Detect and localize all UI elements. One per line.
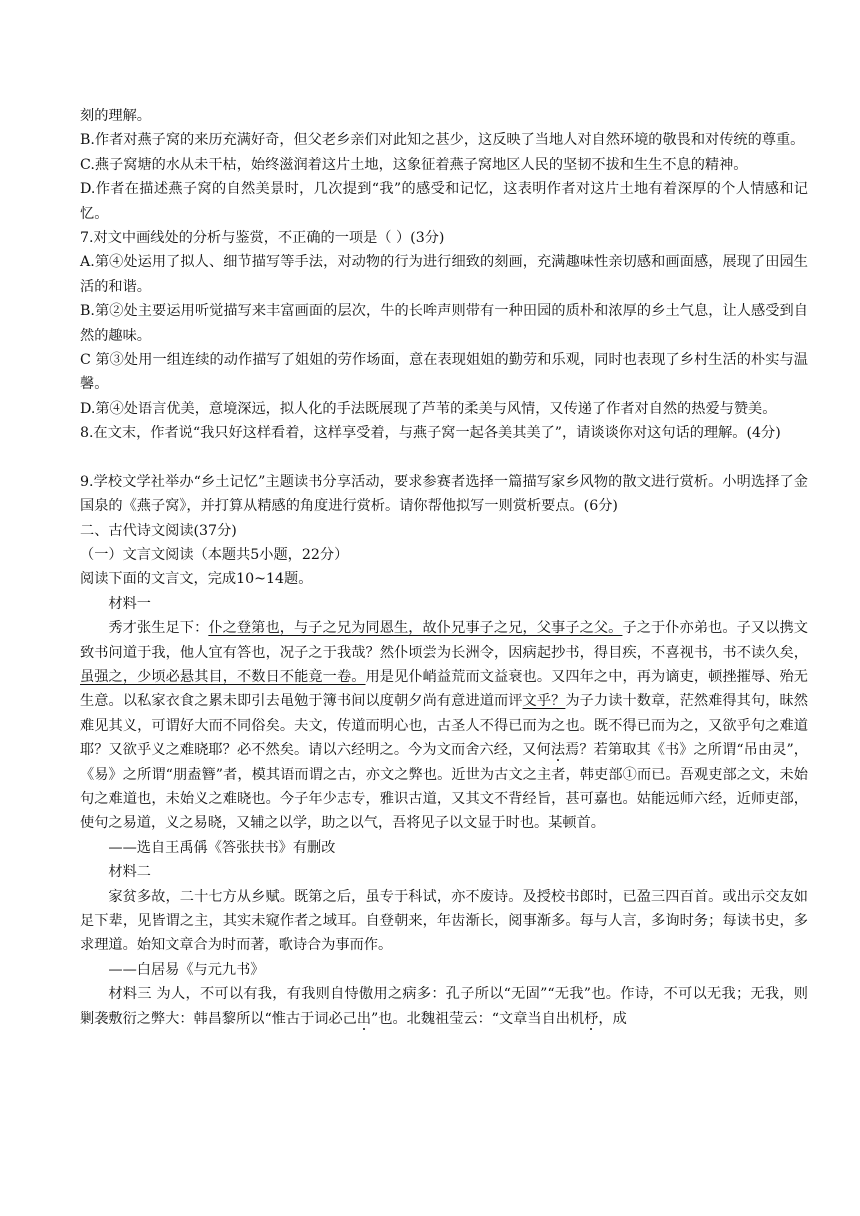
m3-text-c: ，成 xyxy=(598,1010,627,1027)
dotted-character-chu: 出 xyxy=(356,1010,372,1027)
q6-option-c: C.燕子窝塘的水从未干枯，始终滋润着这片土地，这象征着燕子窝地区人民的坚韧不拔和生生不息的精神。 xyxy=(80,156,748,173)
m1-text-c: 用是见仆峭益荒而文益衰也。又四年之中，再为谪吏，顿挫摧辱、殆无生意。以私家衣食之累未即引去黾勉于簿书间以度朝夕尚有意进道而评 xyxy=(80,668,808,710)
underlined-sentence-3-tail: 文乎？ xyxy=(522,693,566,710)
m3-text-b: ”也。北魏祖莹云：“文章当自出机 xyxy=(371,1010,585,1027)
material-three-text xyxy=(80,982,808,1031)
underlined-sentence-2: 虽强之，少顷必悬其目，不数日不能竟一卷。 xyxy=(80,668,366,685)
q6-option-d: D.作者在描述燕子窝的自然美景时，几次提到“我”的感受和记忆，这表明作者对这片土地有着深厚的个人情感和记忆。 xyxy=(80,181,808,222)
m1-text-b: 子之于仆亦弟也。子又以携文致书问道于我，他人宜有答也，况子之于我哉？然仆顷尝为长洲令，因病起抄书，得目疾，不喜视书，书不读久矣， xyxy=(80,620,808,661)
m1-text-d: 为子力读十数章，茫然难得其句，昧然难见其义，可谓好大而不同俗矣。夫文，传道而明心也，古圣人不得已而为之也。既不得已而为之，又欲乎句之难道耶？又欲乎义之难晓耶？必不然矣。请以六经明之。今为文而舍六经，又何 xyxy=(80,693,808,759)
m1-text-e: 焉？若第取其《书》之所谓“吊由灵”，《易》之所谓“朋盍簪”者，模其语而谓之古，亦文之弊也。近世为古文之主者，韩吏部①而已。吾观吏部之文，未始句之难道也，未始义之难晓也。今子年少志专，雅识古道，又其文不背经旨，甚可嘉也。姑能远师六经，近师吏部，使句之易道，义之易晓，又辅之以学，助之以气，吾将见子以文显于时也。某顿首。 xyxy=(80,742,808,832)
q7-option-b: B.第②处主要运用听觉描写来丰富画面的层次，牛的长哞声则带有一种田园的质朴和浓厚的乡土气息，让人感受到自然的趣味。 xyxy=(80,303,808,344)
q7-option-c: C 第③处用一组连续的动作描写了姐姐的劳作场面，意在表现姐姐的勤劳和乐观，同时也表现了乡村生活的朴实与温馨。 xyxy=(80,352,808,393)
q7-option-a: A.第④处运用了拟人、细节描写等手法，对动物的行为进行细致的刻画，充满趣味性亲切感和画面感，展现了田园生活的和谐。 xyxy=(80,254,808,295)
section-heading: 二、古代诗文阅读(37分) xyxy=(80,522,237,539)
m1-text-a: 秀才张生足下： xyxy=(108,620,209,637)
material-one-source: ——选自王禹偁《答张扶书》有删改 xyxy=(108,839,336,856)
answer-space xyxy=(80,446,808,470)
q6-option-b: B.作者对燕子窝的来历充满好奇，但父老乡亲们对此知之甚少，这反映了当地人对自然环境的敬畏和对传统的尊重。 xyxy=(80,132,805,149)
material-two-source: ——白居易《与元九书》 xyxy=(108,961,265,978)
material-one-title: 材料一 xyxy=(108,595,151,612)
underlined-sentence-1: 仆之登第也，与子之兄为同恩生，故仆兄事子之兄，父事子之父。 xyxy=(208,620,623,637)
material-two-title: 材料二 xyxy=(108,864,151,881)
m3-text-a: 材料三 为人，不可以有我，有我则自恃傲用之病多：孔子所以“无固”“无我”也。作诗，不可以无我；无我，则剿袭敷衍之弊大：韩昌黎所以“惟古于词必己 xyxy=(80,986,808,1027)
q9-question: 9.学校文学社举办“乡土记忆”主题读书分享活动，要求参赛者选择一篇描写家乡风物的散文进行赏析。小明选择了金国泉的《燕子窝》，并打算从精感的角度进行赏析。请你帮他拟写一则赏析要点。(6分) xyxy=(80,473,808,515)
reading-instruction: 阅读下面的文言文，完成10~14题。 xyxy=(80,571,313,588)
q8-question: 8.在文末，作者说“我只好这样看着，这样享受着，与燕子窝一起各美其美了”，请谈谈你对这句话的理解。(4分) xyxy=(80,425,781,442)
material-two-text: 家贫多故，二十七方从乡赋。既第之后，虽专于科试，亦不废诗。及授校书郎时，已盈三四百首。或出示交友如足下辈，见皆谓之主，其实未窥作者之域耳。自登朝来，年齿渐长，阅事渐多。每与人言，多询时务；每读书史，多求理道。始知文章合为时而著，歌诗合为事而作。 xyxy=(80,888,808,954)
dotted-character-zhu: 杼 xyxy=(584,1010,599,1027)
q6-option-a-tail: 刻的理解。 xyxy=(80,108,151,124)
dotted-character-fa: 法 xyxy=(550,742,566,759)
subsection-heading: （一）文言文阅读（本题共5小题，22分） xyxy=(80,546,349,563)
material-one-text xyxy=(80,616,808,836)
q7-option-d: D.第④处语言优美，意境深远，拟人化的手法既展现了芦苇的柔美与风情，又传递了作者对自然的热爱与赞美。 xyxy=(80,400,777,417)
q7-stem: 7.对文中画线处的分析与鉴赏，不正确的一项是（ ）(3分) xyxy=(80,230,445,247)
